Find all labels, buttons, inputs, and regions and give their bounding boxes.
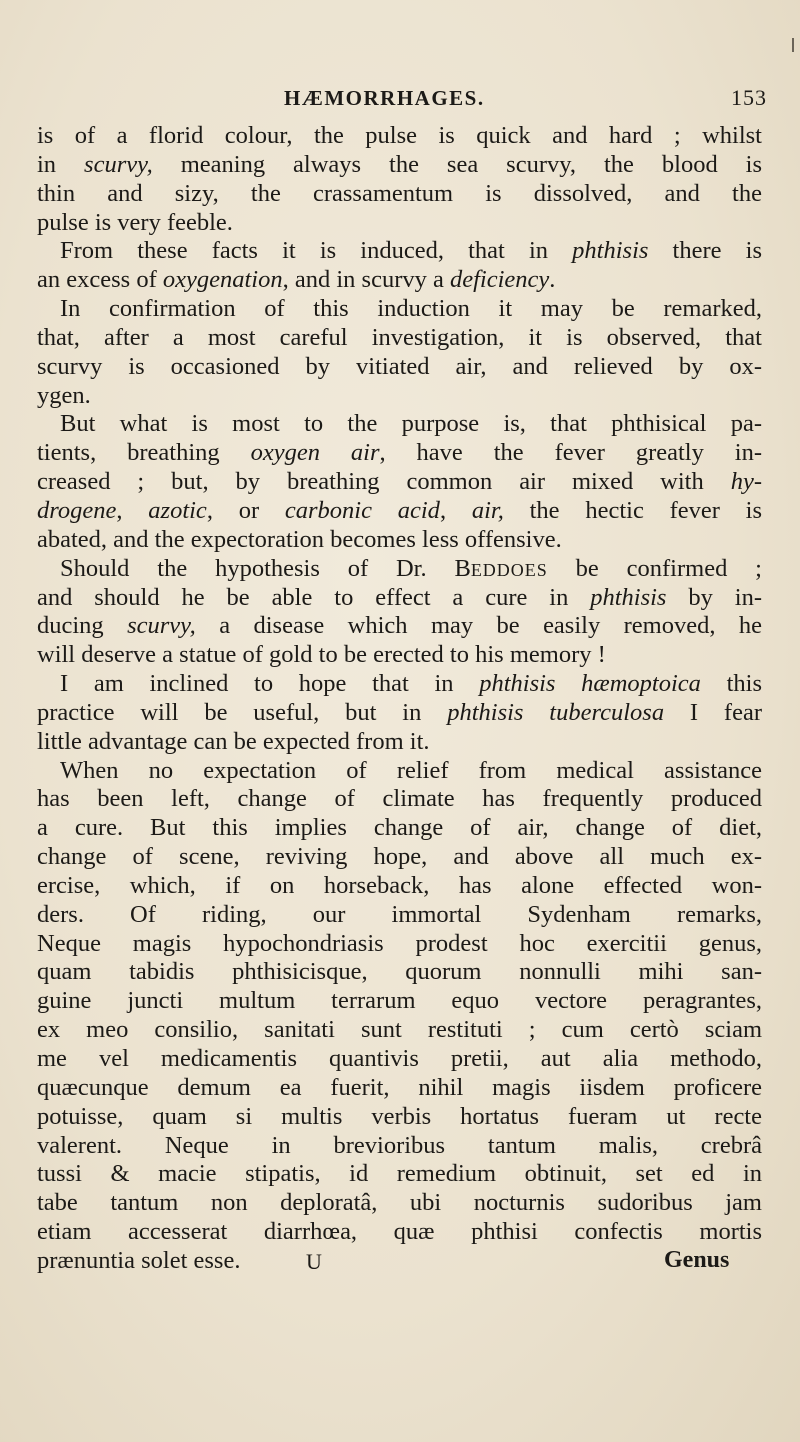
text-line: is of a florid colour, the pulse is quick and hard ; whilst (37, 122, 762, 149)
text-line: Should the hypothesis of Dr. BEDDOES be confirmed ; (60, 554, 762, 582)
text-line: has been left, change of climate has frequently produced (37, 785, 762, 813)
text-line: ex meo consilio, sanitati sunt restituti ; cum certò sciam (37, 1016, 762, 1044)
text-line: scurvy is occasioned by vitiated air, and relieved by ox- (37, 352, 762, 380)
text-line: ducing scurvy, a disease which may be easily removed, he (37, 612, 762, 640)
text-line: drogene, azotic, or carbonic acid, air, the hectic fever is (37, 496, 763, 524)
header-title: HÆMORRHAGES. (284, 86, 485, 110)
text-line: ygen. (37, 381, 91, 409)
text-line: that, after a most careful investigation, it is observed, that (37, 323, 762, 351)
text-line: prænuntia solet esse. (37, 1246, 241, 1274)
page-number: 153 (731, 85, 767, 110)
text-line: In confirmation of this induction it may be remarked, (60, 295, 762, 323)
catchword: Genus (664, 1247, 730, 1273)
text-line: practice will be useful, but in phthisis tuberculosa I fear (37, 698, 762, 726)
text-line: potuisse, quam si multis verbis hortatus fueram ut recte (37, 1102, 762, 1130)
text-line: I am inclined to hope that in phthisis hæmoptoica this (60, 670, 762, 698)
text-line: When no expectation of relief from medical assistance (60, 756, 762, 784)
text-line: ders. Of riding, our immortal Sydenham remarks, (37, 900, 762, 928)
text-line: will deserve a statue of gold to be erected to his memory ! (37, 641, 606, 669)
running-header (0, 86, 800, 114)
text-line: thin and sizy, the crassamentum is dissolved, and the (37, 179, 762, 207)
text-line: a cure. But this implies change of air, change of diet, (37, 814, 762, 842)
text-line: guine juncti multum terrarum equo vectore peragrantes, (37, 987, 762, 1015)
text-line: me vel medicamentis quantivis pretii, aut alia methodo, (37, 1045, 762, 1072)
text-line: ercise, which, if on horseback, has alone effected won- (37, 871, 762, 899)
text-line: little advantage can be expected from it. (37, 727, 430, 755)
text-line: change of scene, reviving hope, and above all much ex- (37, 843, 762, 871)
text-line: pulse is very feeble. (37, 208, 233, 236)
text-line: in scurvy, meaning always the sea scurvy, the blood is (37, 150, 762, 178)
text-line: Neque magis hypochondriasis prodest hoc exercitii genus, (37, 929, 762, 957)
text-line: tients, breathing oxygen air, have the fever greatly in- (37, 439, 763, 467)
text-line: But what is most to the purpose is, that phthisical pa- (60, 410, 762, 438)
text-line: quæcunque demum ea fuerit, nihil magis iisdem proficere (37, 1073, 762, 1101)
text-line: and should he be able to effect a cure in phthisis by in- (37, 583, 762, 611)
text-line: From these facts it is induced, that in phthisis there is (60, 237, 762, 265)
text-line: valerent. Neque in brevioribus tantum malis, crebrâ (37, 1131, 762, 1159)
signature-mark: U (306, 1249, 324, 1274)
page-edge-mark (792, 38, 794, 52)
text-line: quam tabidis phthisicisque, quorum nonnulli mihi san- (37, 958, 762, 986)
body-text (37, 122, 762, 1276)
text-line: abated, and the expectoration becomes less offensive. (37, 525, 562, 553)
text-line: tussi & macie stipatis, id remedium obtinuit, set ed in (37, 1160, 762, 1188)
text-line: an excess of oxygenation, and in scurvy a deficiency. (37, 266, 556, 294)
text-line: etiam accesserat diarrhœa, quæ phthisi confectis mortis (37, 1218, 762, 1246)
text-line: tabe tantum non deploratâ, ubi nocturnis sudoribus jam (37, 1189, 762, 1217)
text-line: creased ; but, by breathing common air mixed with hy- (37, 468, 762, 496)
